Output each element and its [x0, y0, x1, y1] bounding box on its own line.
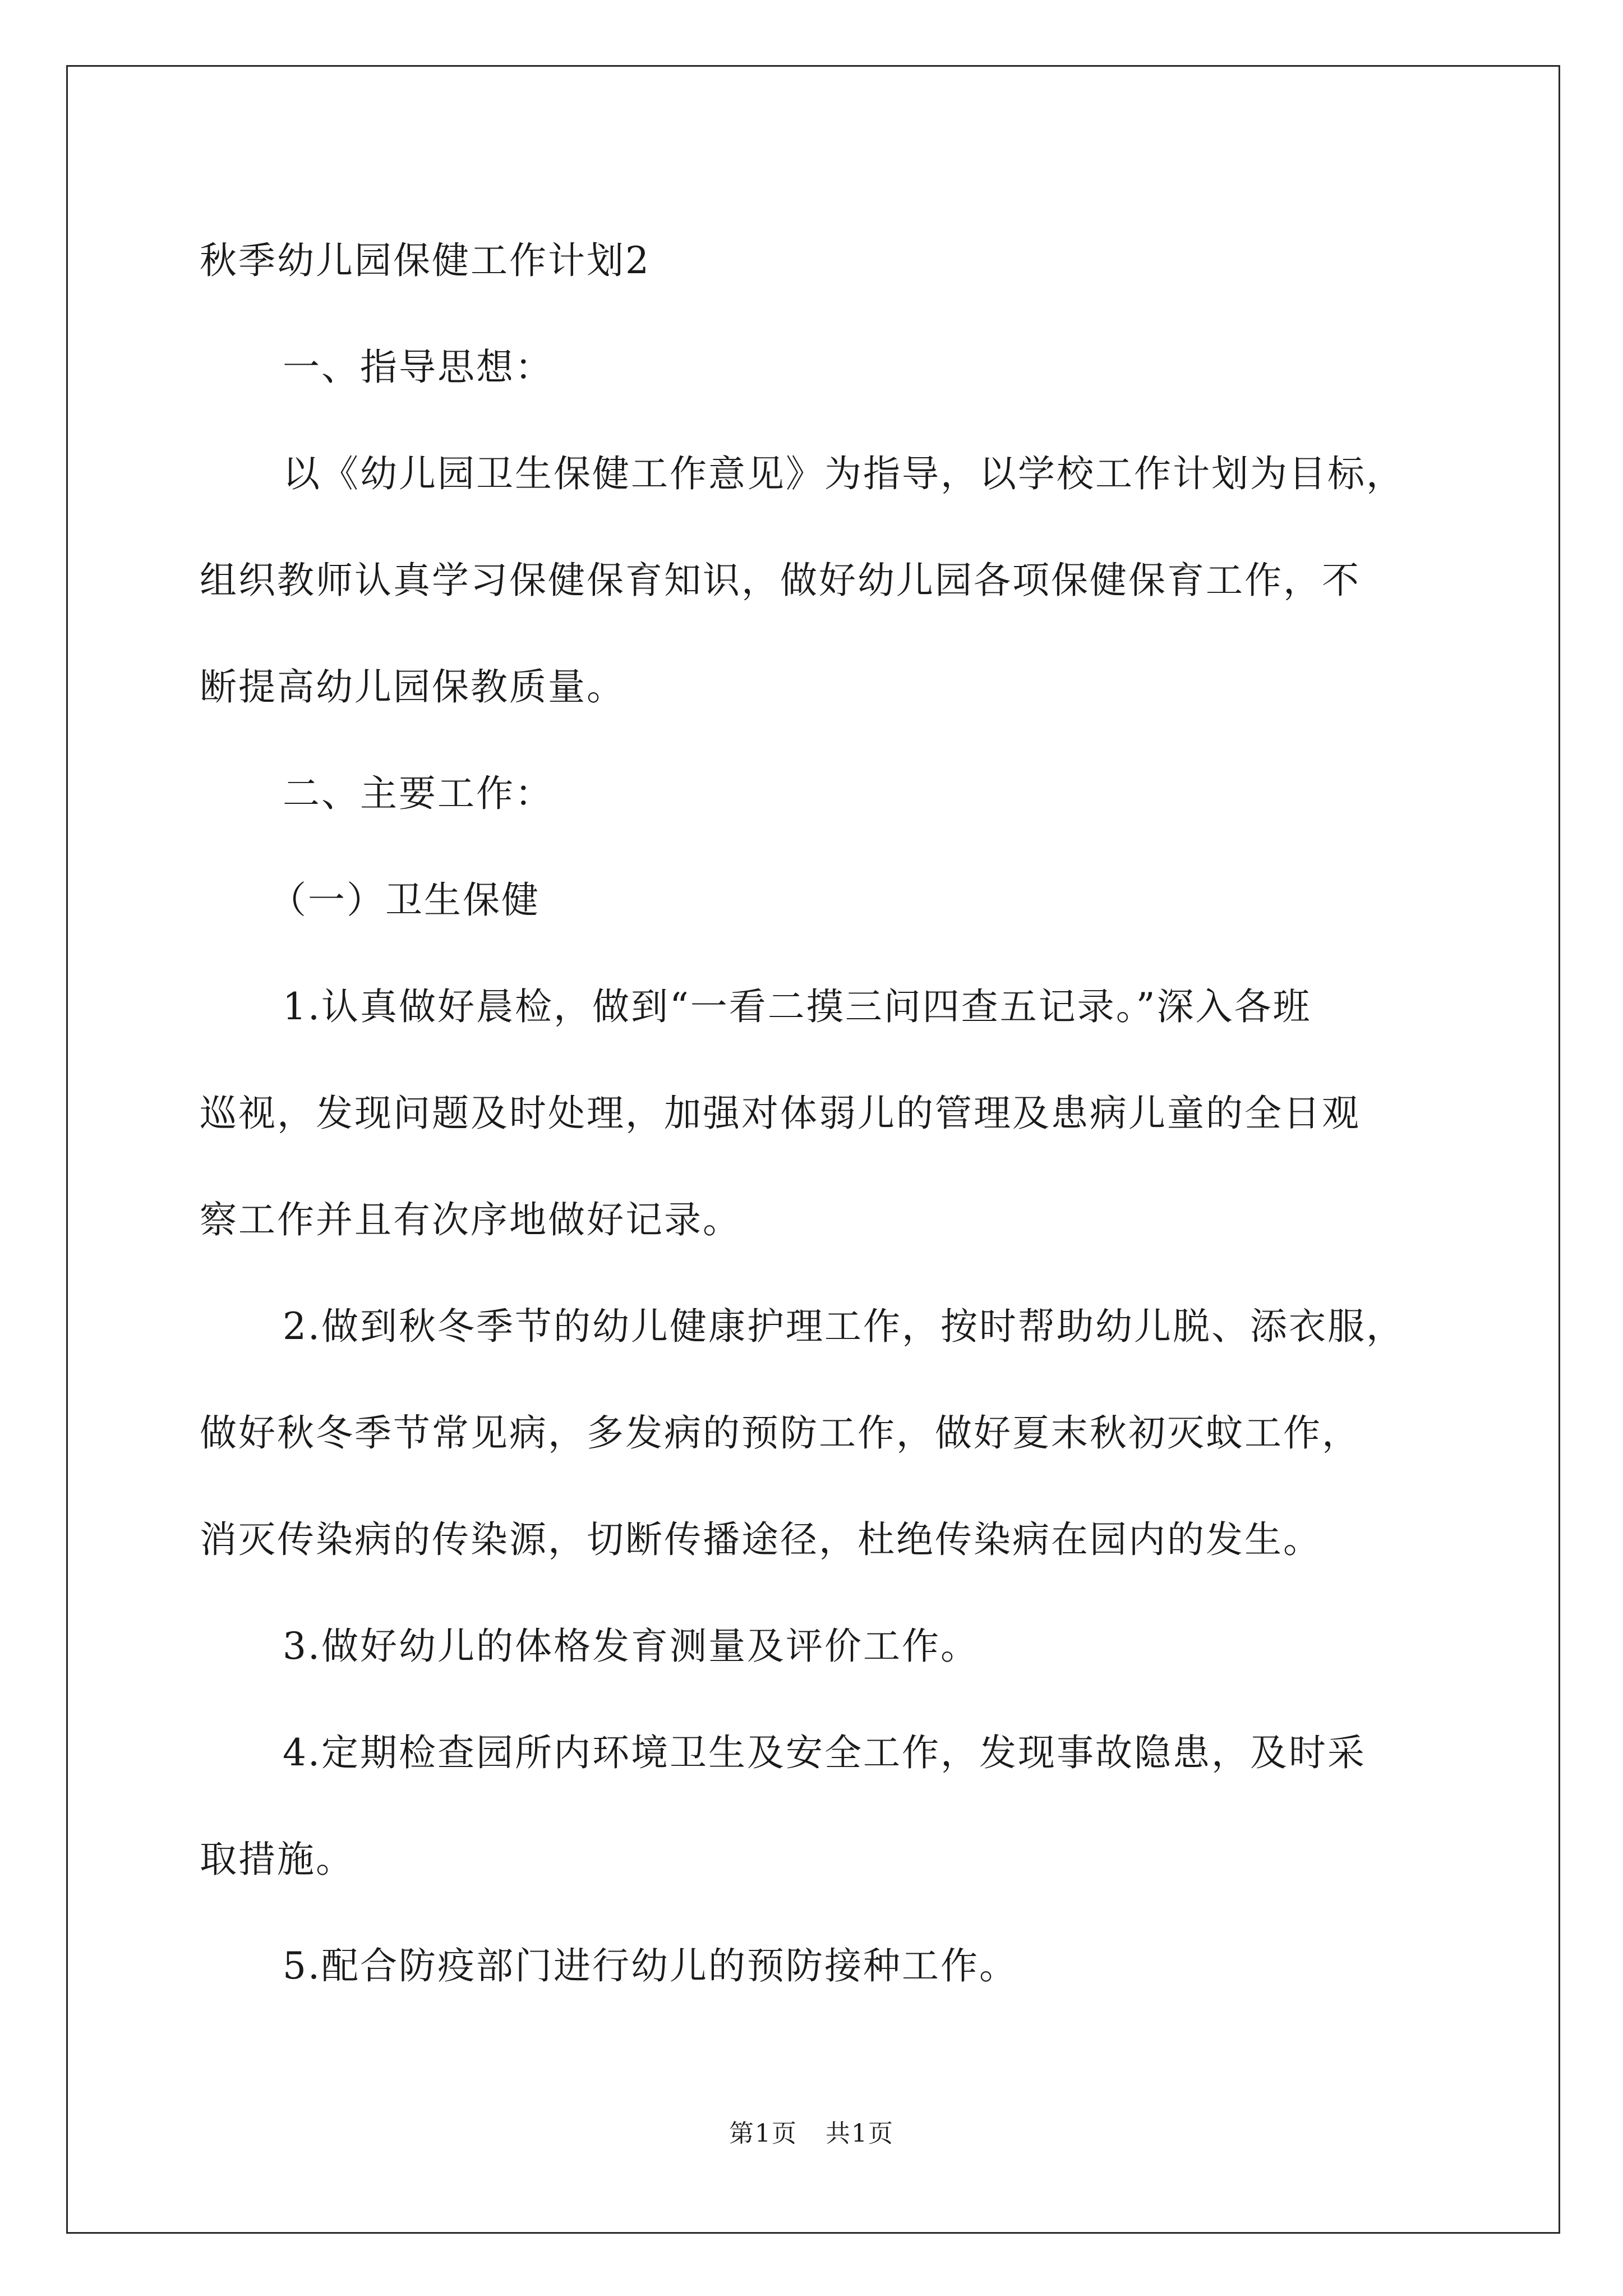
section-heading: 二、主要工作： [283, 772, 554, 815]
paragraph-line: 1.认真做好晨检，做到“一看二摸三问四查五记录。”深入各班 [283, 985, 1312, 1028]
document-title: 秋季幼儿园保健工作计划2 [200, 239, 651, 282]
paragraph-line: 取措施。 [200, 1838, 354, 1881]
document-body [200, 208, 1461, 2019]
paragraph-line: 4.定期检查园所内环境卫生及安全工作，发现事故隐患，及时采 [283, 1731, 1366, 1774]
page-number-total: 共1页 [826, 2119, 894, 2148]
subsection-heading: （一）卫生保健 [269, 878, 540, 922]
paragraph-line: 察工作并且有次序地做好记录。 [200, 1198, 741, 1241]
paragraph-line: 做好秋冬季节常见病，多发病的预防工作，做好夏末秋初灭蚊工作， [200, 1411, 1361, 1455]
paragraph-line: 消灭传染病的传染源，切断传播途径，杜绝传染病在园内的发生。 [200, 1518, 1322, 1561]
paragraph-line: 组织教师认真学习保健保育知识，做好幼儿园各项保健保育工作，不 [200, 559, 1361, 602]
page-footer [0, 2117, 1623, 2151]
paragraph-line: 3.做好幼儿的体格发育测量及评价工作。 [283, 1625, 979, 1668]
paragraph-line: 以《幼儿园卫生保健工作意见》为指导，以学校工作计划为目标， [283, 452, 1405, 495]
paragraph-line: 断提高幼儿园保教质量。 [200, 665, 625, 708]
paragraph-line: 5.配合防疫部门进行幼儿的预防接种工作。 [283, 1944, 1018, 1987]
section-heading: 一、指导思想： [283, 346, 554, 389]
paragraph-line: 2.做到秋冬季节的幼儿健康护理工作，按时帮助幼儿脱、添衣服， [283, 1305, 1405, 1348]
page-number-current: 第1页 [729, 2119, 797, 2148]
paragraph-line: 巡视，发现问题及时处理，加强对体弱儿的管理及患病儿童的全日观 [200, 1092, 1361, 1135]
